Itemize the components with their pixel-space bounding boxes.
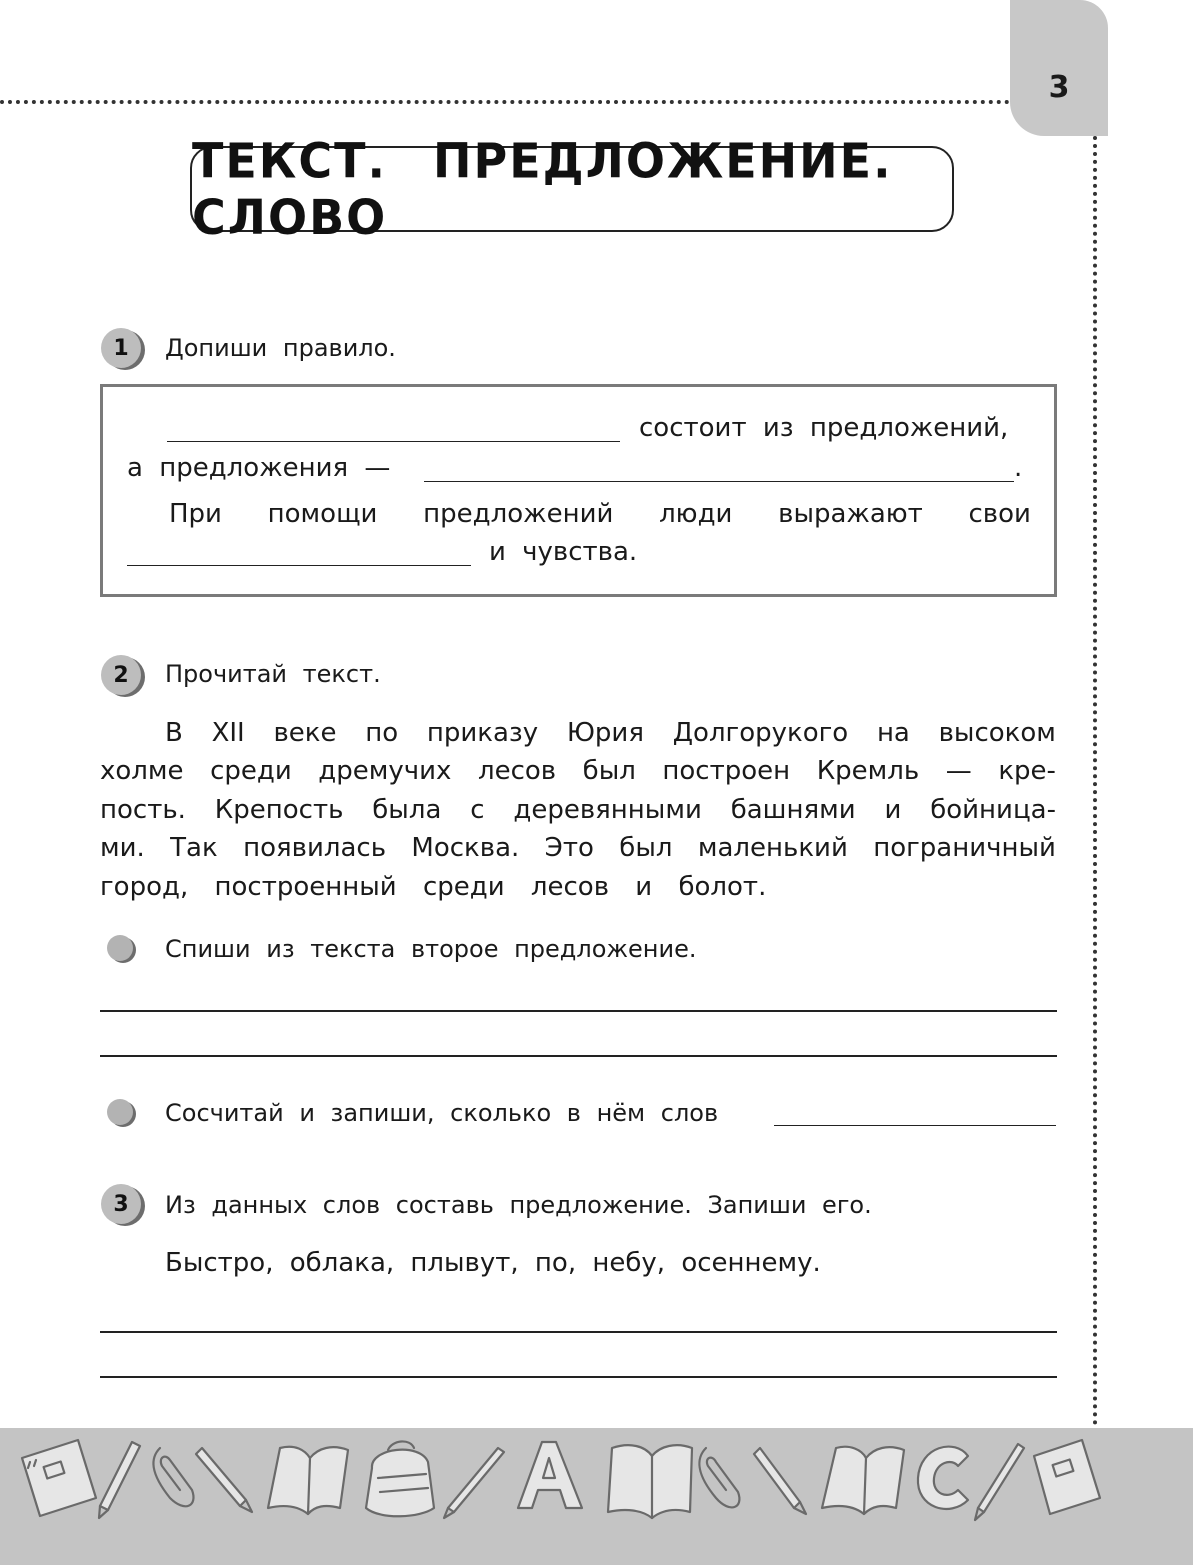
text-word: на xyxy=(876,718,910,748)
text-word: среди xyxy=(210,756,292,786)
pencil-icon xyxy=(99,1442,140,1518)
text-word: маленький xyxy=(697,833,848,863)
answer-blank[interactable] xyxy=(167,441,620,442)
rule-word: При xyxy=(169,499,222,529)
text-word: Кремль xyxy=(816,756,920,786)
text-word: и xyxy=(884,795,902,825)
notebook-icon xyxy=(1034,1440,1100,1514)
text-word: по xyxy=(365,718,399,748)
text-word: дремучих xyxy=(318,756,452,786)
text-line xyxy=(100,795,1056,825)
task-number-badge: 3 xyxy=(101,1184,141,1224)
text-word: город, xyxy=(100,872,189,902)
rule-text-line2: а предложения — xyxy=(127,453,391,483)
rule-word: выражают xyxy=(778,499,923,529)
text-word: Так xyxy=(170,833,218,863)
text-word: болот. xyxy=(678,872,767,902)
rule-word: свои xyxy=(968,499,1031,529)
subtask1-text: Спиши из текста второе предложение. xyxy=(165,935,697,963)
text-word: построенный xyxy=(214,872,397,902)
text-word: пость. xyxy=(100,795,186,825)
text-word: бойница- xyxy=(930,795,1056,825)
rule-text-period: . xyxy=(1014,453,1023,483)
text-word: был xyxy=(619,833,673,863)
rule-text-line4: и чувства. xyxy=(489,537,638,567)
answer-blank[interactable] xyxy=(424,481,1014,482)
pencil-icon xyxy=(754,1448,806,1514)
text-word: XII xyxy=(211,718,245,748)
task3-instruction: Из данных слов составь предложение. Запиши его. xyxy=(165,1191,872,1219)
text-line xyxy=(100,756,1056,786)
bullet-dot xyxy=(107,1099,133,1125)
open-book-icon xyxy=(608,1445,692,1518)
task-number-badge: 2 xyxy=(101,655,141,695)
text-word: среди xyxy=(422,872,505,902)
text-word: деревянными xyxy=(513,795,702,825)
text-word: построен xyxy=(662,756,791,786)
text-word: была xyxy=(372,795,442,825)
writing-line[interactable] xyxy=(100,1331,1057,1333)
writing-line[interactable] xyxy=(100,1055,1057,1057)
text-word: холме xyxy=(100,756,184,786)
text-line xyxy=(165,718,1056,748)
writing-line[interactable] xyxy=(100,1010,1057,1012)
text-word: появилась xyxy=(243,833,387,863)
text-line xyxy=(100,833,1056,863)
rule-box xyxy=(100,384,1057,597)
paperclip-icon xyxy=(699,1448,739,1507)
text-word: Долгорукого xyxy=(672,718,849,748)
text-word: лесов xyxy=(530,872,610,902)
rule-word: предложений xyxy=(423,499,614,529)
text-word: приказу xyxy=(426,718,539,748)
rule-text-line1: состоит из предложений, xyxy=(639,413,1009,443)
task1-instruction: Допиши правило. xyxy=(165,334,396,362)
text-word: и xyxy=(635,872,653,902)
bullet-dot xyxy=(107,935,133,961)
task3-words: Быстро, облака, плывут, по, небу, осеннему. xyxy=(165,1248,821,1278)
rule-word: помощи xyxy=(267,499,378,529)
open-book-icon xyxy=(822,1447,904,1514)
page-title-box xyxy=(190,132,954,246)
text-word: был xyxy=(582,756,636,786)
decorative-strip xyxy=(0,1428,1193,1565)
dotted-divider-right xyxy=(1093,136,1097,1426)
subtask2-text: Сосчитай и запиши, сколько в нём слов xyxy=(165,1099,719,1127)
text-word: — xyxy=(945,756,972,786)
task2-instruction: Прочитай текст. xyxy=(165,660,381,688)
answer-blank[interactable] xyxy=(127,565,471,566)
text-word: В xyxy=(165,718,183,748)
text-word: башнями xyxy=(730,795,856,825)
answer-blank[interactable] xyxy=(774,1125,1056,1126)
text-word: Крепость xyxy=(214,795,344,825)
page-number: 3 xyxy=(1048,70,1070,105)
text-word: пограничный xyxy=(873,833,1056,863)
writing-line[interactable] xyxy=(100,1376,1057,1378)
page-title: ТЕКСТ. ПРЕДЛОЖЕНИЕ. СЛОВО xyxy=(192,132,893,246)
page-tab xyxy=(1010,0,1108,136)
paperclip-icon xyxy=(153,1448,193,1506)
backpack-icon xyxy=(366,1441,434,1516)
letter-a-icon xyxy=(518,1442,582,1508)
task-number-badge: 1 xyxy=(101,328,141,368)
text-word: с xyxy=(470,795,485,825)
pen-icon xyxy=(444,1448,504,1518)
text-word: Юрия xyxy=(566,718,644,748)
text-word: Москва. xyxy=(411,833,520,863)
pencil-icon xyxy=(196,1448,252,1512)
notebook-icon xyxy=(22,1440,96,1516)
text-word: ми. xyxy=(100,833,145,863)
rule-text-line3 xyxy=(169,499,1031,529)
open-book-icon xyxy=(268,1447,348,1514)
dotted-divider-top xyxy=(0,100,1010,104)
text-word: высоком xyxy=(938,718,1056,748)
text-word: веке xyxy=(273,718,337,748)
text-word: лесов xyxy=(477,756,557,786)
text-line xyxy=(100,872,766,902)
letter-c-icon xyxy=(918,1447,968,1509)
rule-word: люди xyxy=(659,499,733,529)
pen-icon xyxy=(975,1444,1024,1520)
text-word: кре- xyxy=(998,756,1056,786)
text-word: Это xyxy=(544,833,594,863)
